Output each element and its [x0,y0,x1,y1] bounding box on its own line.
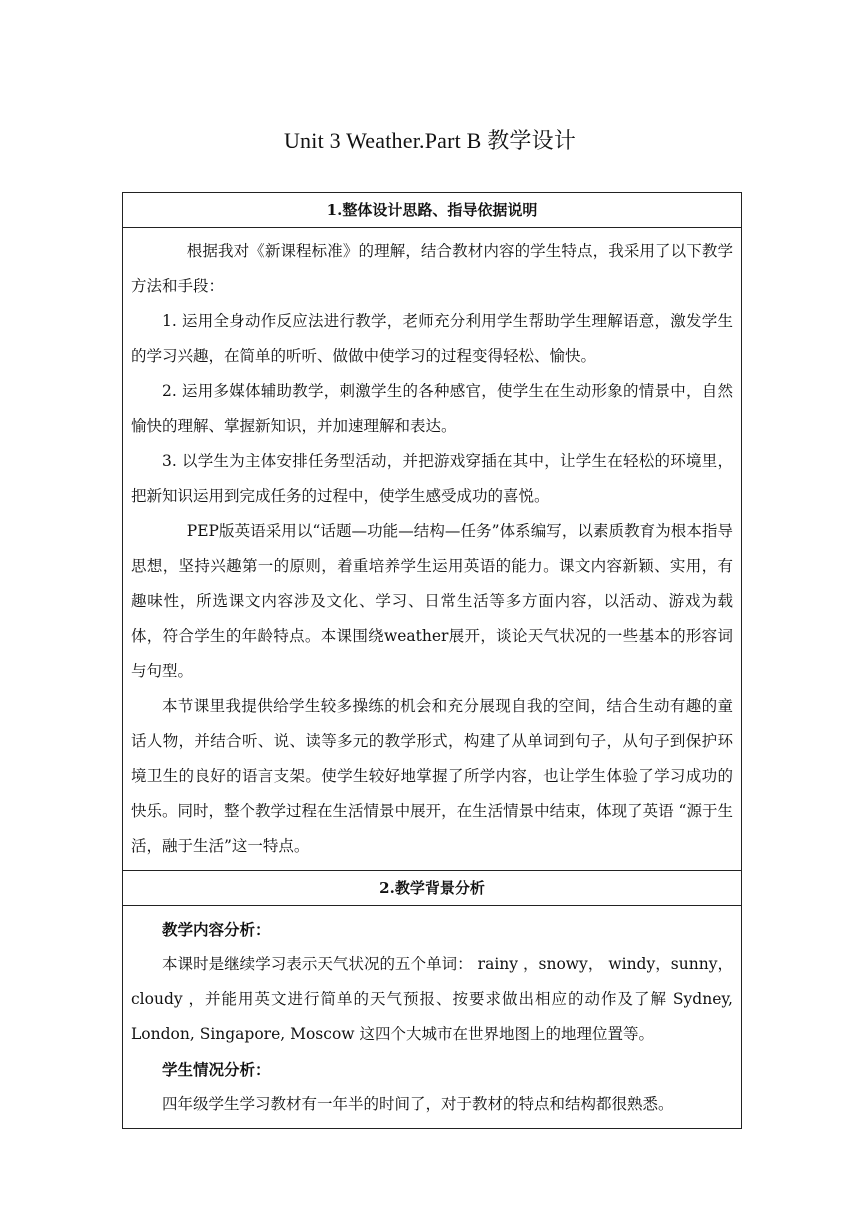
content-analysis-text: 本课时是继续学习表示天气状况的五个单词： rainy ，snowy， windy，sunny， cloudy ，并能用英文进行简单的天气预报、按要求做出相应的动作及了解 Sydney, London, Singapore, Moscow 这四个大城市在世界地图上的地理位置等。 [131,955,733,1043]
paragraph-lesson: 本节课里我提供给学生较多操练的机会和充分展现自我的空间，结合生动有趣的童话人物，并结合听、说、读等多元的教学形式，构建了从单词到句子，从句子到保护环境卫生的良好的语言支架。使学生较好地掌握了所学内容，也让学生体验了学习成功的快乐。同时，整个教学过程在生活情景中展开，在生活情景中结束，体现了英语 “源于生活，融于生活”这一特点。 [131,697,733,855]
design-table [122,192,742,1129]
section-heading-1: 1.整体设计思路、指导依据说明 [123,193,741,228]
paragraph-method-1: 1. 运用全身动作反应法进行教学，老师充分利用学生帮助学生理解语意，激发学生的学习兴趣，在简单的听听、做做中使学习的过程变得轻松、愉快。 [131,312,733,365]
paragraph-method-3: 3. 以学生为主体安排任务型活动，并把游戏穿插在其中，让学生在轻松的环境里，把新知识运用到完成任务的过程中，使学生感受成功的喜悦。 [131,452,733,505]
student-analysis-text: 四年级学生学习教材有一年半的时间了，对于教材的特点和结构都很熟悉。 [162,1095,674,1113]
paragraph-pep: PEP版英语采用以“话题—功能—结构—任务”体系编写，以素质教育为根本指导思想，坚持兴趣第一的原则，着重培养学生运用英语的能力。课文内容新颖、实用，有趣味性，所选课文内容涉及文化、学习、日常生活等多方面内容，以活动、游戏为载体，符合学生的年龄特点。本课围绕weather展开，谈论天气状况的一些基本的形容词与句型。 [131,522,733,680]
student-analysis-heading: 学生情况分析： [162,1060,271,1079]
content-analysis-heading: 教学内容分析： [162,920,271,939]
section-body-2 [123,906,741,1128]
paragraph-method-2: 2. 运用多媒体辅助教学，刺激学生的各种感官，使学生在生动形象的情景中，自然愉快的理解、掌握新知识，并加速理解和表达。 [131,382,733,435]
page-title: Unit 3 Weather.Part B 教学设计 [283,128,577,153]
section-heading-2: 2.教学背景分析 [123,871,741,906]
paragraph-intro: 根据我对《新课程标准》的理解，结合教材内容的学生特点，我采用了以下教学方法和手段： [131,242,733,295]
section-body-1 [123,228,741,871]
